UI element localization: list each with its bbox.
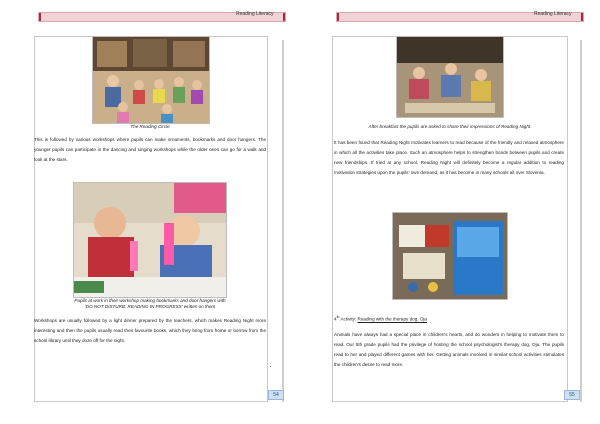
right-page	[300, 0, 600, 424]
photo-caption-line: Pupils at work in their workshop making bookmarks and door hangers with	[74, 298, 226, 303]
page-shadow	[580, 40, 582, 402]
header-title: Reading Literacy	[534, 11, 572, 17]
activity-title: Reading with the therapy dog, Oja	[357, 316, 427, 322]
activity-heading	[334, 312, 564, 325]
photo-caption-line: 'DO NOT DISTURB. READING IN PROGRESS' written on them	[84, 304, 216, 309]
activity-number-suffix: th	[336, 315, 340, 319]
header-mark	[283, 13, 285, 21]
header-mark	[581, 13, 583, 21]
page-number: 55	[564, 390, 580, 400]
activity-prefix: Activity:	[339, 316, 358, 322]
page-shadow	[282, 40, 284, 402]
workshop-photo	[73, 182, 227, 298]
paragraph: Animals have always had a special place in children's hearts, and do wonders in helping to motivate them to read. Our 5th grade pupils had the privilege of hosting the school psychologist's therapy dog, Oja. The pupils read to her and played different games with her. Getting animals involved in similar school activities stimulates the children's desire to read more.	[334, 332, 564, 367]
paragraph: Workshops are usually followed by a light dinner prepared by the teachers, which makes Reading Night more interesting and then the pupils usually read their favourite books, which they bring from home or borrow from the school library until they doze off for the night.	[34, 318, 266, 343]
header-mark	[337, 13, 339, 21]
photo-caption: After breakfast the pupils are asked to share their impressions of Reading Night.	[368, 124, 532, 129]
therapy-dog-photo	[392, 212, 508, 300]
dot	[270, 366, 271, 367]
paragraph: This is followed by various workshops where pupils can make ornaments, bookmarks and door hangers. The younger pupils can participate in the dancing and singing workshops while the older ones can go for a walk and look at the stars.	[34, 137, 266, 162]
photo-caption: The Reading Circle	[130, 124, 170, 129]
header-mark	[39, 13, 41, 21]
sharing-photo	[396, 36, 504, 118]
activity-number: 4	[334, 316, 337, 322]
reading-circle-photo	[92, 36, 210, 124]
header-title: Reading Literacy	[236, 11, 274, 17]
paragraph: It has been found that Reading Night motivates learners to read because of the friendly and relaxed atmosphere in which all the activities take place. Such an atmosphere helps to strengthen bonds between pupils and create new friendships. If tried at any school, Reading Night will definitely become a regular addition to reading motivation strategies upon the pupils' own demand, as it has become in many schools all over Slovenia.	[334, 140, 564, 175]
page-number: 54	[268, 390, 284, 400]
